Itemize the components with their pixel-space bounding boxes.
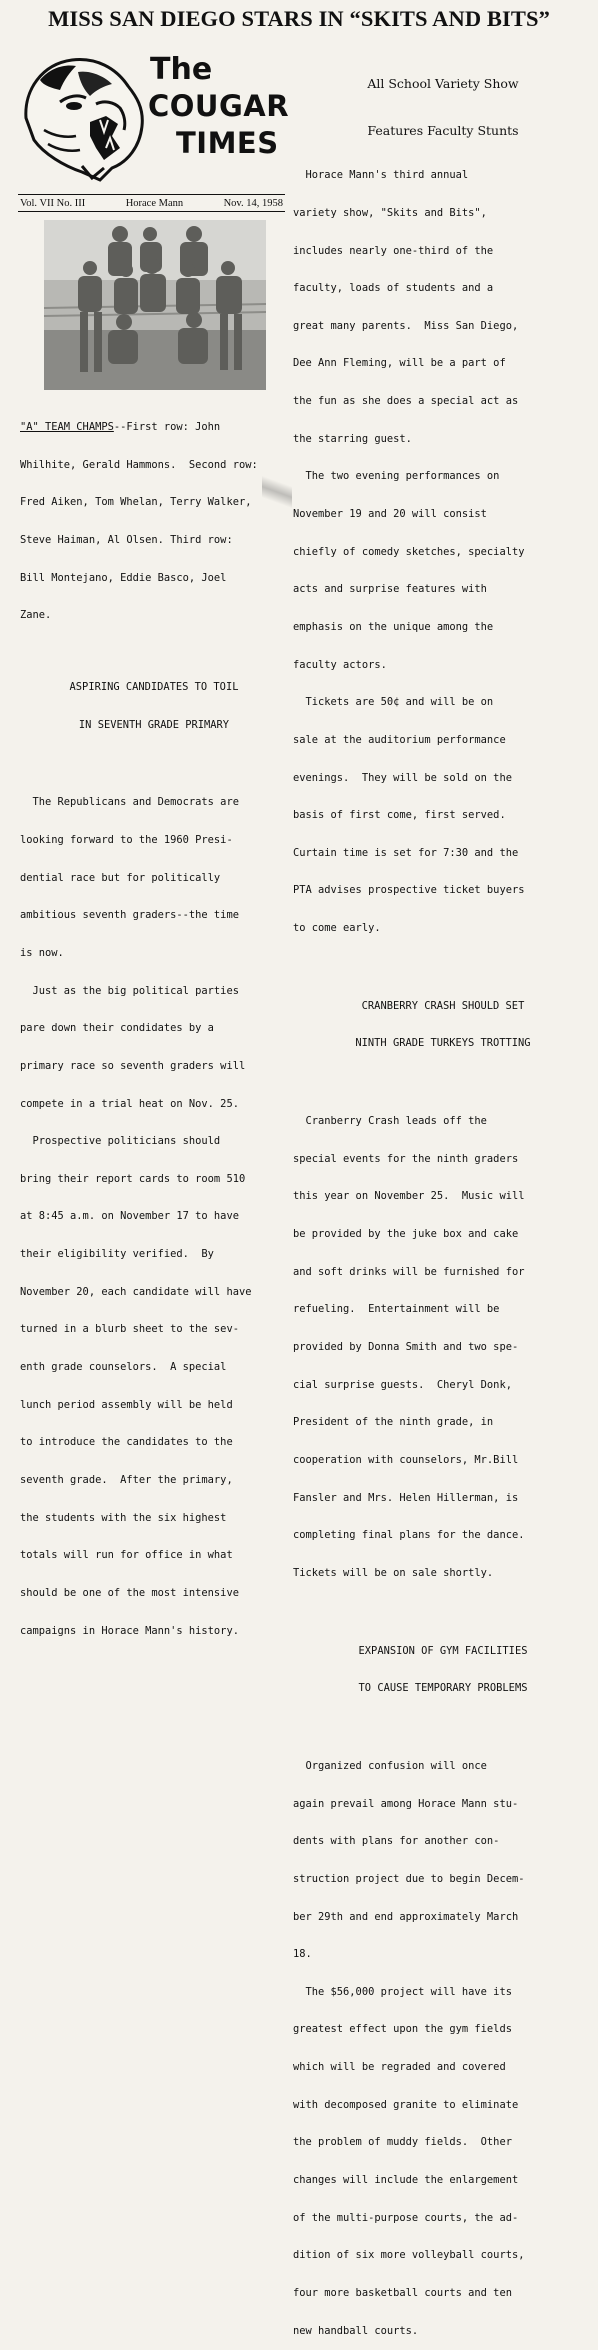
article-line: dents with plans for another con- (293, 1835, 500, 1848)
article-line: Prospective politicians should (20, 1135, 221, 1148)
article-line: great many parents. Miss San Diego, (293, 319, 519, 332)
caption-line: Steve Haiman, Al Olsen. Third row: (20, 534, 233, 547)
article-line: be provided by the juke box and cake (293, 1228, 519, 1241)
caption-title: "A" TEAM CHAMPS (20, 421, 114, 434)
front-page-headline: MISS SAN DIEGO STARS IN “SKITS AND BITS” (48, 6, 550, 31)
article-line: faculty, loads of students and a (293, 282, 494, 295)
caption-line: Bill Montejano, Eddie Basco, Joel (20, 571, 227, 584)
article-line: seventh grade. After the primary, (20, 1473, 233, 1486)
article-line: refueling. Entertainment will be (293, 1303, 500, 1316)
article-line: lunch period assembly will be held (20, 1398, 233, 1411)
article-line: dential race but for politically (20, 871, 221, 884)
article-line: PTA advises prospective ticket buyers (293, 884, 525, 897)
article-line: Dee Ann Fleming, will be a part of (293, 357, 506, 370)
article-line: President of the ninth grade, in (293, 1416, 494, 1429)
article-line: of the multi-purpose courts, the ad- (293, 2211, 519, 2224)
article-line: completing final plans for the dance. (293, 1529, 525, 1542)
article-line: cial surprise guests. Cheryl Donk, (293, 1378, 512, 1391)
primary-article-headline: ASPIRING CANDIDATES TO TOIL (69, 681, 239, 694)
article-line: again prevail among Horace Mann stu- (293, 1797, 519, 1810)
article-line: the fun as she does a special act as (293, 395, 519, 408)
article-line: The two evening performances on (293, 470, 500, 483)
article-line: sale at the auditorium performance (293, 733, 506, 746)
article-line: struction project due to begin Decem- (293, 1872, 525, 1885)
article-line: primary race so seventh graders will (20, 1059, 246, 1072)
newspaper-masthead (148, 52, 298, 162)
variety-article-headline: All School Variety Show (367, 76, 519, 92)
masthead-cougar: COUGAR (148, 89, 290, 123)
article-line: greatest effect upon the gym fields (293, 2023, 512, 2036)
issue-date: Nov. 14, 1958 (223, 197, 283, 209)
article-line: evenings. They will be sold on the (293, 771, 512, 784)
article-line: 18. (293, 1948, 312, 1961)
cranberry-article-headline: CRANBERRY CRASH SHOULD SET (361, 999, 525, 1012)
caption-line: Fred Aiken, Tom Whelan, Terry Walker, (20, 496, 252, 509)
article-line: totals will run for office in what (20, 1549, 233, 1562)
article-line: should be one of the most intensive (20, 1586, 239, 1599)
article-line: at 8:45 a.m. on November 17 to have (20, 1210, 239, 1223)
caption-line: Whilhite, Gerald Hammons. Second row: (20, 458, 258, 471)
article-line: this year on November 25. Music will (293, 1190, 525, 1203)
article-line: is now. (20, 946, 64, 959)
article-line: provided by Donna Smith and two spe- (293, 1341, 519, 1354)
gym-article-headline: TO CAUSE TEMPORARY PROBLEMS (358, 1682, 528, 1695)
article-line: variety show, "Skits and Bits", (293, 206, 487, 219)
primary-article-headline: IN SEVENTH GRADE PRIMARY (78, 718, 230, 731)
article-line: enth grade counselors. A special (20, 1361, 227, 1374)
article-line: the students with the six highest (20, 1511, 227, 1524)
article-line: Fansler and Mrs. Helen Hillerman, is (293, 1491, 519, 1504)
caption-line: Zane. (20, 609, 52, 622)
cranberry-article-headline: NINTH GRADE TURKEYS TROTTING (355, 1037, 531, 1050)
article-line: looking forward to the 1960 Presi- (20, 834, 233, 847)
article-line: campaigns in Horace Mann's history. (20, 1624, 239, 1637)
article-line: emphasis on the unique among the (293, 620, 494, 633)
paper-smudge (262, 470, 292, 514)
article-line: with decomposed granite to eliminate (293, 2098, 519, 2111)
article-line: compete in a trial heat on Nov. 25. (20, 1097, 239, 1110)
article-line: Curtain time is set for 7:30 and the (293, 846, 519, 859)
article-line: November 19 and 20 will consist (293, 508, 487, 521)
article-line: cooperation with counselors, Mr.Bill (293, 1453, 519, 1466)
article-line: dition of six more volleyball courts, (293, 2249, 525, 2262)
article-line: basis of first come, first served. (293, 809, 506, 822)
article-line: chiefly of comedy sketches, specialty (293, 545, 525, 558)
article-line: November 20, each candidate will have (20, 1285, 252, 1298)
photo-caption (20, 421, 288, 434)
article-line: the problem of muddy fields. Other (293, 2136, 512, 2149)
issue-info-bar (18, 194, 285, 212)
caption-line: --First row: John (113, 421, 221, 434)
article-line: bring their report cards to room 510 (20, 1172, 246, 1185)
masthead-times: TIMES (176, 126, 279, 160)
left-column (20, 396, 288, 1650)
article-line: which will be regraded and covered (293, 2061, 506, 2074)
article-line: turned in a blurb sheet to the sev- (20, 1323, 239, 1336)
article-line: four more basketball courts and ten (293, 2286, 512, 2299)
article-line: The $56,000 project will have its (293, 1985, 512, 1998)
article-line: Cranberry Crash leads off the (293, 1115, 487, 1128)
team-photo (44, 220, 266, 390)
gym-article-headline: EXPANSION OF GYM FACILITIES (358, 1644, 528, 1657)
article-line: faculty actors. (293, 658, 387, 671)
article-line: acts and surprise features with (293, 583, 487, 596)
article-line: Horace Mann's third annual (293, 169, 469, 182)
issue-school: Horace Mann (125, 197, 184, 209)
article-line: ber 29th and end approximately March (293, 1910, 519, 1923)
variety-article-headline: Features Faculty Stunts (367, 123, 519, 139)
article-line: to introduce the candidates to the (20, 1436, 233, 1449)
article-line: includes nearly one-third of the (293, 244, 494, 257)
article-line: Tickets will be on sale shortly. (293, 1566, 494, 1579)
cougar-head-logo (20, 50, 150, 182)
article-line: the starring guest. (293, 432, 412, 445)
article-line: Tickets are 50¢ and will be on (293, 696, 494, 709)
article-line: Organized confusion will once (293, 1760, 487, 1772)
article-line: The Republicans and Democrats are (20, 796, 239, 809)
article-line: changes will include the enlargement (293, 2174, 519, 2187)
issue-volume: Vol. VII No. III (20, 197, 86, 209)
masthead-the: The (150, 52, 213, 87)
article-line: to come early. (293, 922, 381, 935)
article-line: Just as the big political parties (20, 984, 239, 997)
article-line: new handball courts. (293, 2324, 419, 2337)
article-line: ambitious seventh graders--the time (20, 909, 239, 922)
article-line: pare down their condidates by a (20, 1022, 214, 1035)
right-column (293, 50, 593, 2350)
article-line: special events for the ninth graders (293, 1152, 519, 1165)
article-line: their eligibility verified. By (20, 1248, 214, 1261)
article-line: and soft drinks will be furnished for (293, 1265, 525, 1278)
